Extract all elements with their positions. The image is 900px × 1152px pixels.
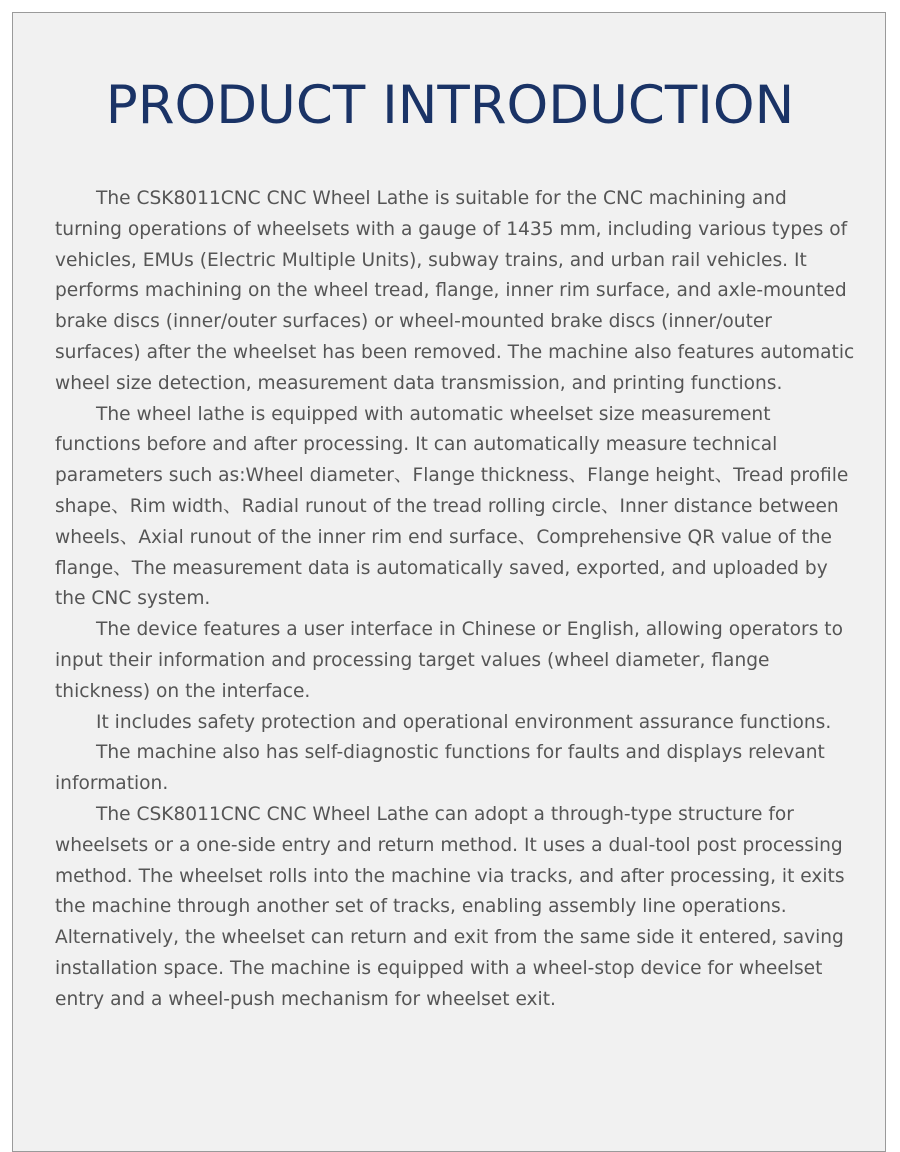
product-description bbox=[55, 184, 855, 1016]
page-title: PRODUCT INTRODUCTION bbox=[105, 75, 795, 136]
paragraph-overview: The CSK8011CNC CNC Wheel Lathe is suitable for the CNC machining and turning operations of wheelsets with a gauge of 1435 mm, including various types of vehicles, EMUs (Electric Multiple Units), subway trains, and urban rail vehicles. It performs machining on the wheel tread, flange, inner rim surface, and axle-mounted brake discs (inner/outer surfaces) or wheel-mounted brake discs (inner/outer surfaces) after the wheelset has been removed. The machine also features automatic wheel size detection, measurement data transmission, and printing functions. bbox=[55, 188, 855, 394]
paragraph-diagnostics: The machine also has self-diagnostic functions for faults and displays relevant information. bbox=[55, 742, 825, 795]
paragraph-structure: The CSK8011CNC CNC Wheel Lathe can adopt a through-type structure for wheelsets or a one-side entry and return method. It uses a dual-tool post processing method. The wheelset rolls into the machine via tracks, and after processing, it exits the machine through another set of tracks, enabling assembly line operations. Alternatively, the wheelset can return and exit from the same side it entered, saving installation space. The machine is equipped with a wheel-stop device for wheelset entry and a wheel-push mechanism for wheelset exit. bbox=[55, 803, 845, 1010]
paragraph-measurement: The wheel lathe is equipped with automatic wheelset size measurement functions before and after processing. It can automatically measure technical parameters such as:Wheel diameter、Flange thickness、Flange height、Tread profile shape、Rim width、Radial runout of the tread rolling circle、Inner distance between wheels、Axial runout of the inner rim end surface、Comprehensive QR value of the flange、The measurement data is automatically saved, exported, and uploaded by the CNC system. bbox=[55, 403, 849, 610]
paragraph-safety: It includes safety protection and operational environment assurance functions. bbox=[96, 711, 832, 733]
paragraph-interface: The device features a user interface in Chinese or English, allowing operators to input their information and processing target values (wheel diameter, flange thickness) on the interface. bbox=[55, 619, 843, 702]
document-panel bbox=[12, 12, 886, 1152]
